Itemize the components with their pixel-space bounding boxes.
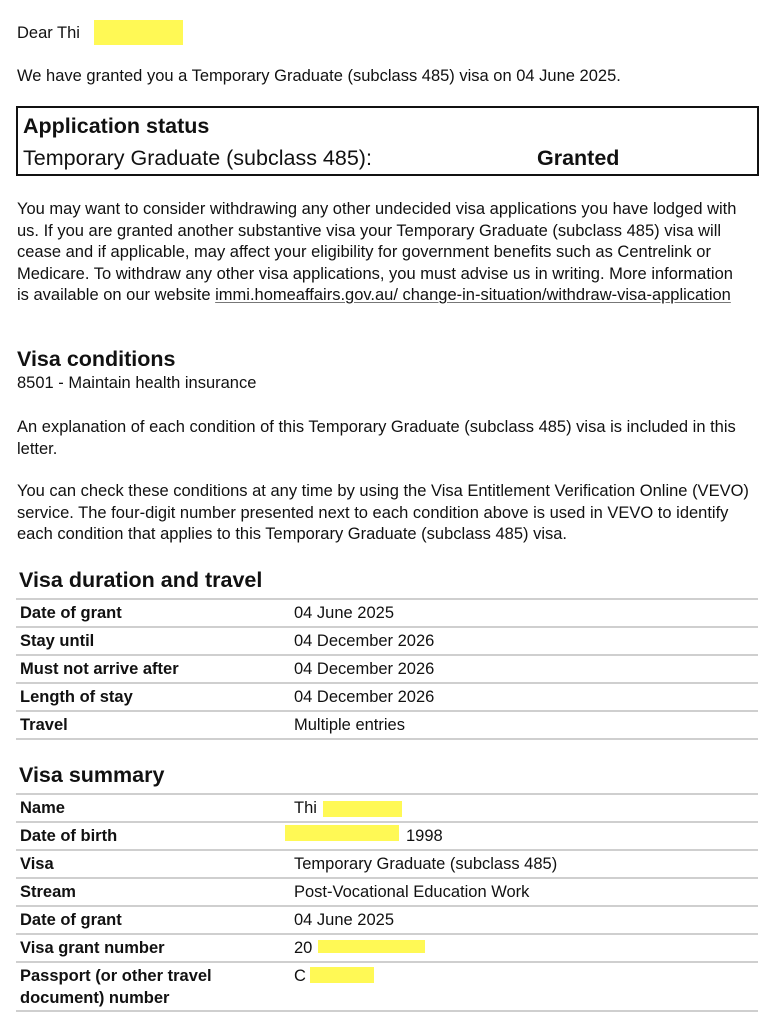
visa-conditions-heading: Visa conditions [17, 347, 176, 371]
vevo-notice: You can check these conditions at any time by using the Visa Entitlement Verification Online (VEVO) service. The four-digit number presented next to each condition above is used in VEVO to identify each condition that applies to this Temporary Graduate (subclass 485) visa. [17, 482, 749, 543]
redaction-dob [285, 825, 399, 841]
redaction-name [94, 20, 183, 45]
row-label: Visa grant number [20, 939, 165, 957]
withdraw-visa-link[interactable]: immi.homeaffairs.gov.au/ change-in-situation/withdraw-visa-application [215, 286, 731, 304]
row-label: Visa [20, 855, 54, 873]
row-value: 04 December 2026 [294, 632, 435, 650]
table-row [16, 879, 758, 907]
table-row [16, 600, 758, 628]
row-value: Multiple entries [294, 716, 405, 734]
row-value: Post-Vocational Education Work [294, 883, 530, 901]
duration-travel-table [16, 598, 758, 740]
row-label: Stream [20, 883, 76, 901]
row-value: 04 June 2025 [294, 604, 395, 622]
redaction-passport [310, 967, 374, 983]
greeting: Dear Thi [17, 24, 80, 42]
row-value: Temporary Graduate (subclass 485) [294, 855, 558, 873]
row-label: Date of grant [20, 911, 122, 929]
row-label: Date of grant [20, 604, 122, 622]
withdraw-notice-text: You may want to consider withdrawing any other undecided visa applications you have lodged with us. If you are granted another substantive visa your Temporary Graduate (subclass 485) visa will cease and if applicable, may affect your eligibility for government benefits such as Centrelink or Medicare. To withdraw any other visa applications, you must advise us in writing. More information is available on our website [17, 200, 737, 304]
duration-travel-heading: Visa duration and travel [19, 568, 263, 592]
application-status-value: Granted [537, 146, 620, 170]
row-label: Must not arrive after [20, 660, 179, 678]
table-row [16, 851, 758, 879]
row-value: C [294, 967, 306, 985]
row-value: Thi [294, 799, 317, 817]
condition-item: 8501 - Maintain health insurance [17, 374, 257, 392]
table-row [16, 628, 758, 656]
row-label: Length of stay [20, 688, 133, 706]
redaction-name-summary [323, 801, 402, 817]
application-status-box [16, 106, 759, 176]
row-label: Date of birth [20, 827, 118, 845]
row-value: 20 [294, 939, 313, 957]
row-label: Name [20, 799, 65, 817]
row-value: 1998 [406, 827, 443, 845]
withdraw-notice [17, 199, 747, 307]
visa-summary-heading: Visa summary [19, 763, 165, 787]
conditions-explanation: An explanation of each condition of this Temporary Graduate (subclass 485) visa is included in this letter. [17, 418, 736, 458]
table-row [16, 712, 758, 740]
application-status-title: Application status [23, 114, 210, 138]
row-value: 04 December 2026 [294, 660, 435, 678]
application-status-label: Temporary Graduate (subclass 485): [23, 146, 372, 170]
intro-text: We have granted you a Temporary Graduate (subclass 485) visa on 04 June 2025. [17, 67, 621, 85]
table-row [16, 963, 758, 1012]
row-label: Stay until [20, 632, 95, 650]
row-label: Passport (or other travel document) number [20, 967, 212, 1007]
table-row [16, 656, 758, 684]
row-value: 04 December 2026 [294, 688, 435, 706]
redaction-grant-number [318, 940, 425, 953]
row-label: Travel [20, 716, 68, 734]
table-row [16, 684, 758, 712]
table-row [16, 907, 758, 935]
row-value: 04 June 2025 [294, 911, 395, 929]
